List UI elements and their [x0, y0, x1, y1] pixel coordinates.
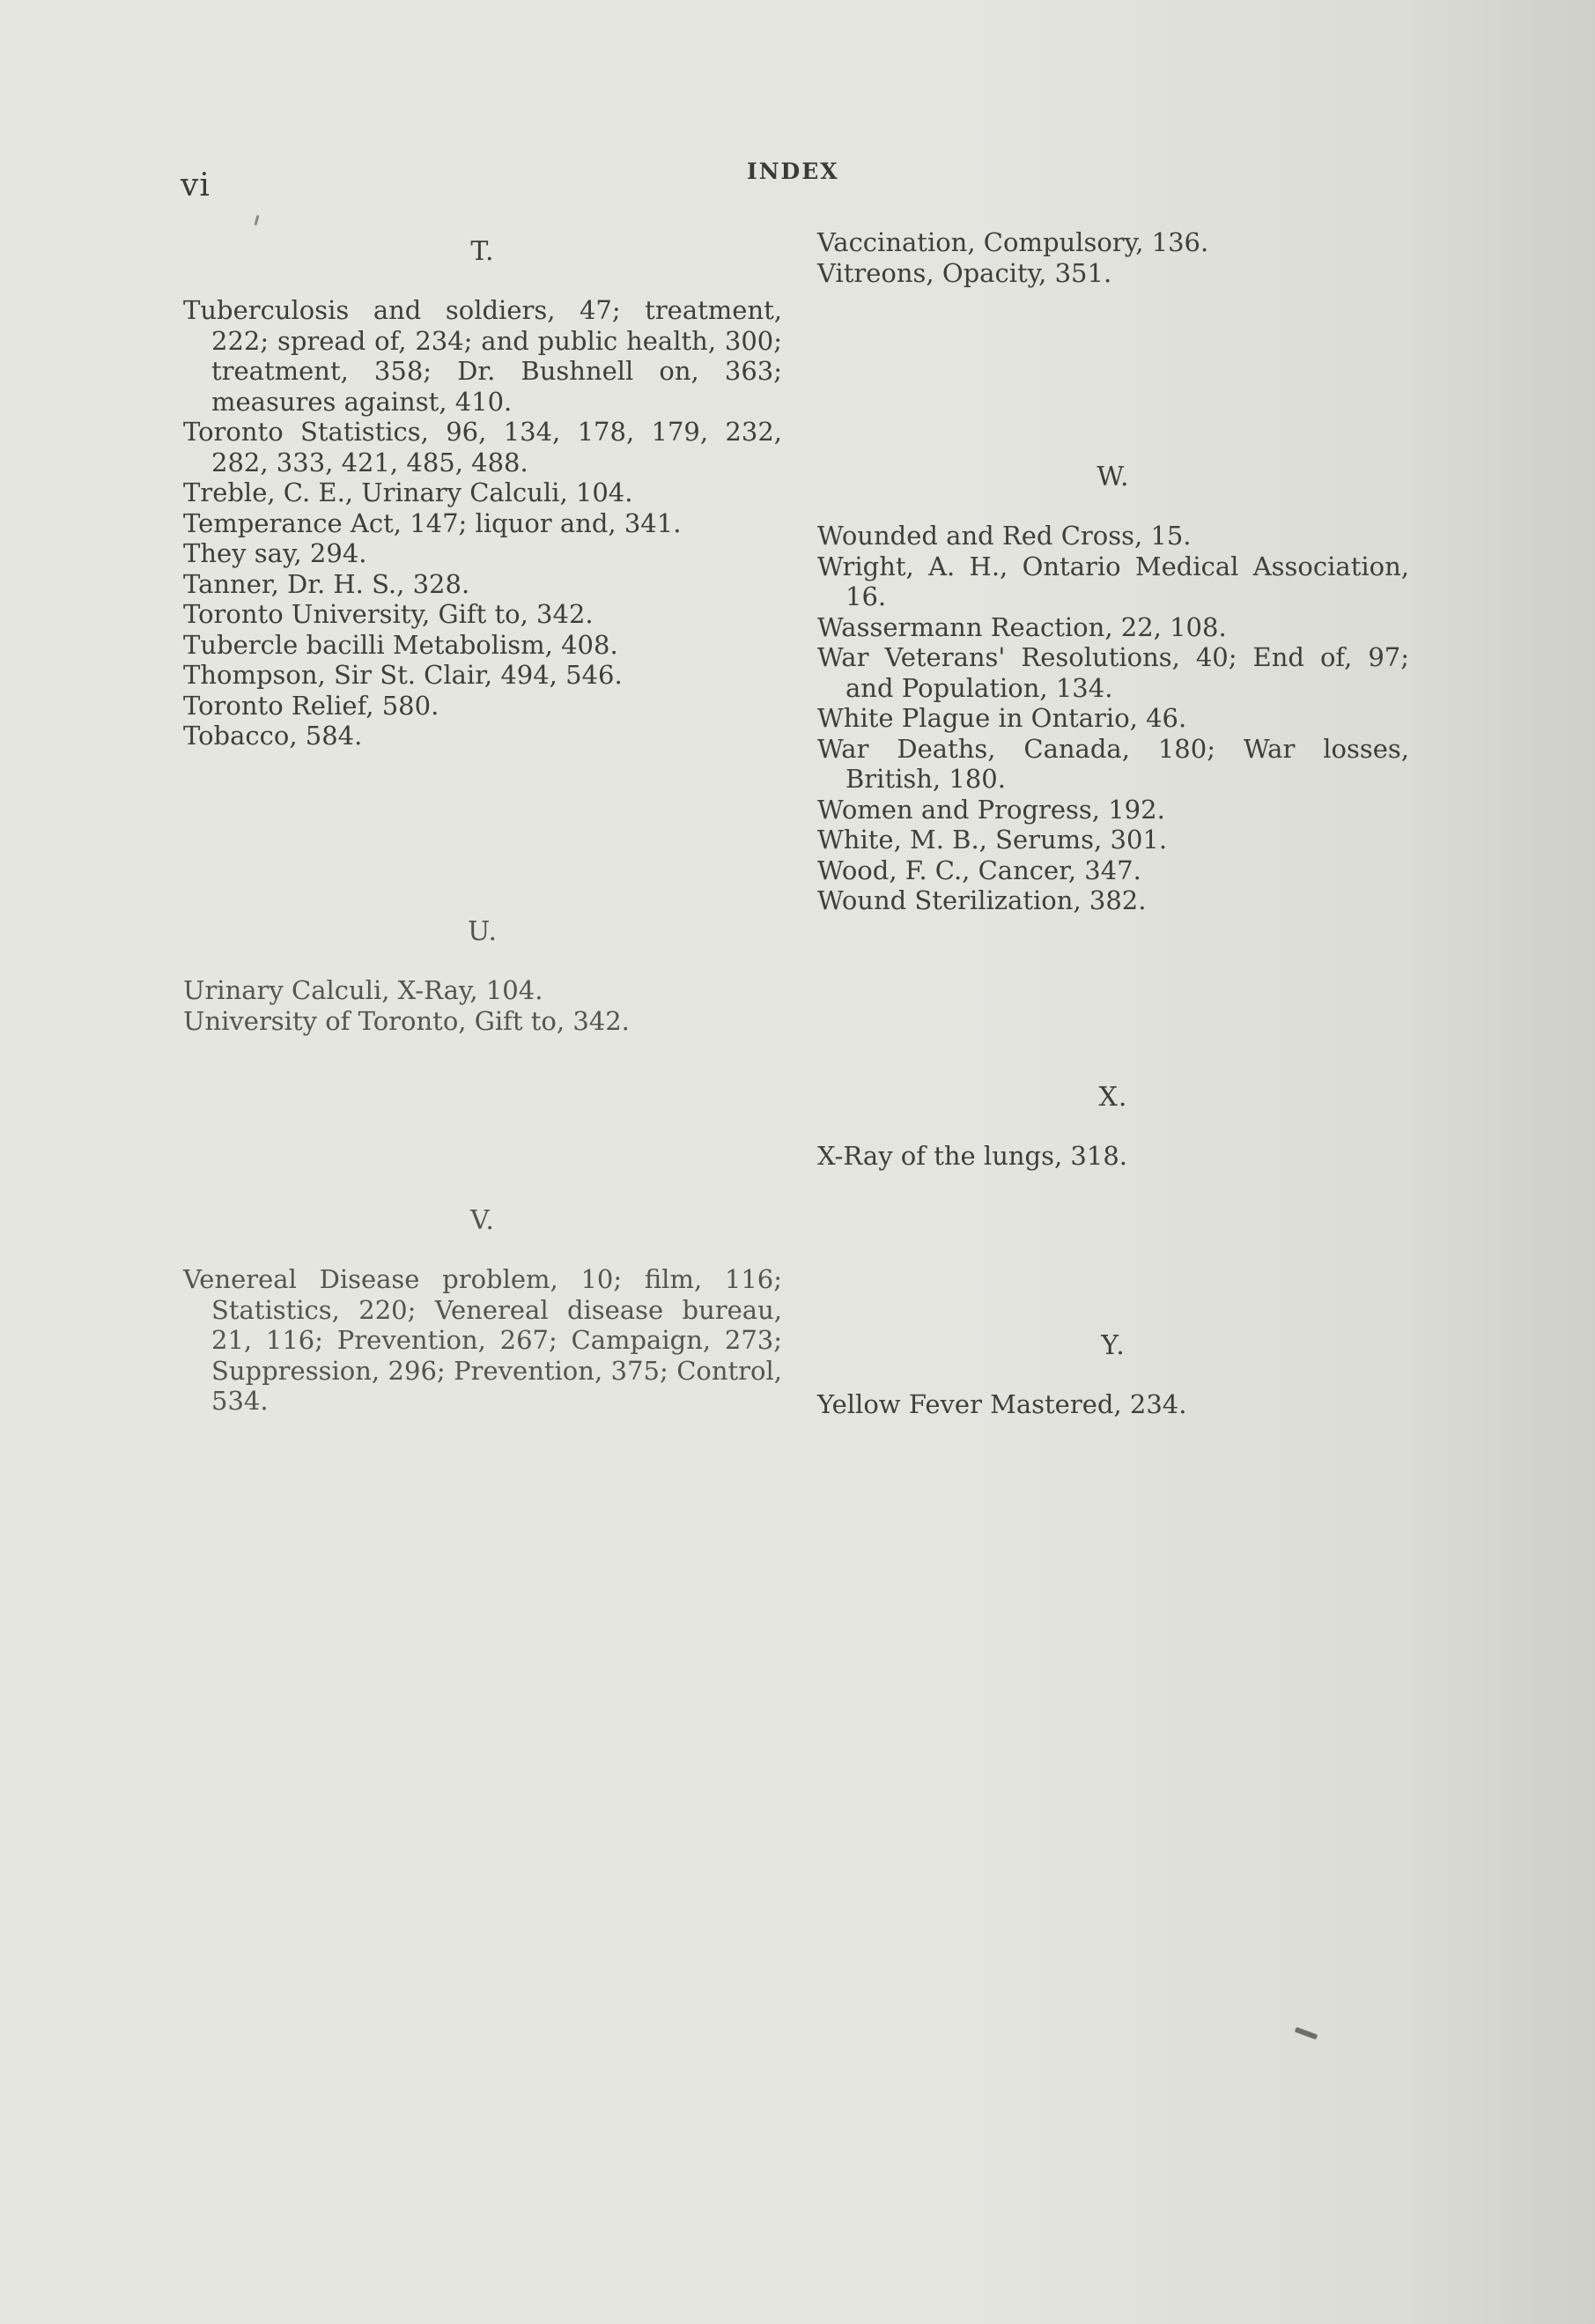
section-y [817, 1330, 1409, 1420]
index-entry: Treble, C. E., Urinary Calculi, 104. [183, 477, 633, 507]
ink-speck [1295, 2027, 1318, 2040]
index-entry: X-Ray of the lungs, 318. [817, 1141, 1128, 1171]
index-entry: Wassermann Reaction, 22, 108. [817, 611, 1227, 642]
index-entry: University of Toronto, Gift to, 342. [183, 1005, 630, 1036]
section-letter-x: X. [1098, 1082, 1128, 1113]
index-entry: Wounded and Red Cross, 15. [817, 521, 1192, 551]
index-entry: Yellow Fever Mastered, 234. [817, 1389, 1187, 1419]
index-entry: Toronto Statistics, 96, 134, 178, 179, 232, 282, 333, 421, 485, 488. [183, 417, 782, 477]
index-entry: White, M. B., Serums, 301. [817, 825, 1168, 855]
page-number: vi [181, 167, 210, 204]
index-entry: Tobacco, 584. [183, 721, 363, 751]
index-entry: War Deaths, Canada, 180; War losses, British, 180. [817, 733, 1409, 794]
index-entry: Toronto University, Gift to, 342. [183, 599, 594, 629]
section-x [817, 1082, 1409, 1172]
index-entry: Tanner, Dr. H. S., 328. [183, 568, 470, 599]
index-entry: Toronto Relief, 580. [183, 690, 439, 721]
running-head: INDEX [747, 159, 839, 184]
index-entry: Women and Progress, 192. [817, 794, 1165, 825]
ink-speck [254, 215, 259, 226]
index-entry: Thompson, Sir St. Clair, 494, 546. [183, 660, 623, 690]
index-entry: Tuberculosis and soldiers, 47; treatment, 222; spread of, 234; and public health, 300; treatment, 358; Dr. Bushnell on, 363; measures against, 410. [183, 295, 782, 417]
section-letter-v: V. [470, 1205, 495, 1236]
section-w [817, 462, 1409, 916]
index-entry: They say, 294. [183, 538, 367, 568]
index-entry: Vitreons, Opacity, 351. [817, 257, 1112, 288]
index-entry: Vaccination, Compulsory, 136. [817, 227, 1209, 257]
index-entry: Temperance Act, 147; liquor and, 341. [183, 507, 682, 538]
section-t [183, 236, 782, 751]
section-letter-t: T. [470, 236, 495, 267]
index-entry: Urinary Calculi, X-Ray, 104. [183, 975, 543, 1005]
section-letter-w: W. [1097, 462, 1130, 492]
index-entry: White Plague in Ontario, 46. [817, 703, 1187, 733]
index-entry: Wound Sterilization, 382. [817, 885, 1147, 915]
section-u [183, 916, 782, 1036]
index-entry: Wright, A. H., Ontario Medical Association, 16. [817, 551, 1409, 611]
index-entry: Tubercle bacilli Metabolism, 408. [183, 629, 618, 660]
index-entry: War Veterans' Resolutions, 40; End of, 97; and Population, 134. [817, 642, 1409, 703]
section-letter-y: Y. [1101, 1330, 1126, 1361]
index-entry: Wood, F. C., Cancer, 347. [817, 855, 1141, 885]
section-letter-u: U. [467, 916, 498, 947]
index-entry: Venereal Disease problem, 10; film, 116; Statistics, 220; Venereal disease bureau, 21, 116; Prevention, 267; Campaign, 273; Suppression, 296; Prevention, 375; Control, 534. [183, 1264, 782, 1416]
section-v [183, 1205, 782, 1417]
section-v-continued [817, 227, 1409, 288]
